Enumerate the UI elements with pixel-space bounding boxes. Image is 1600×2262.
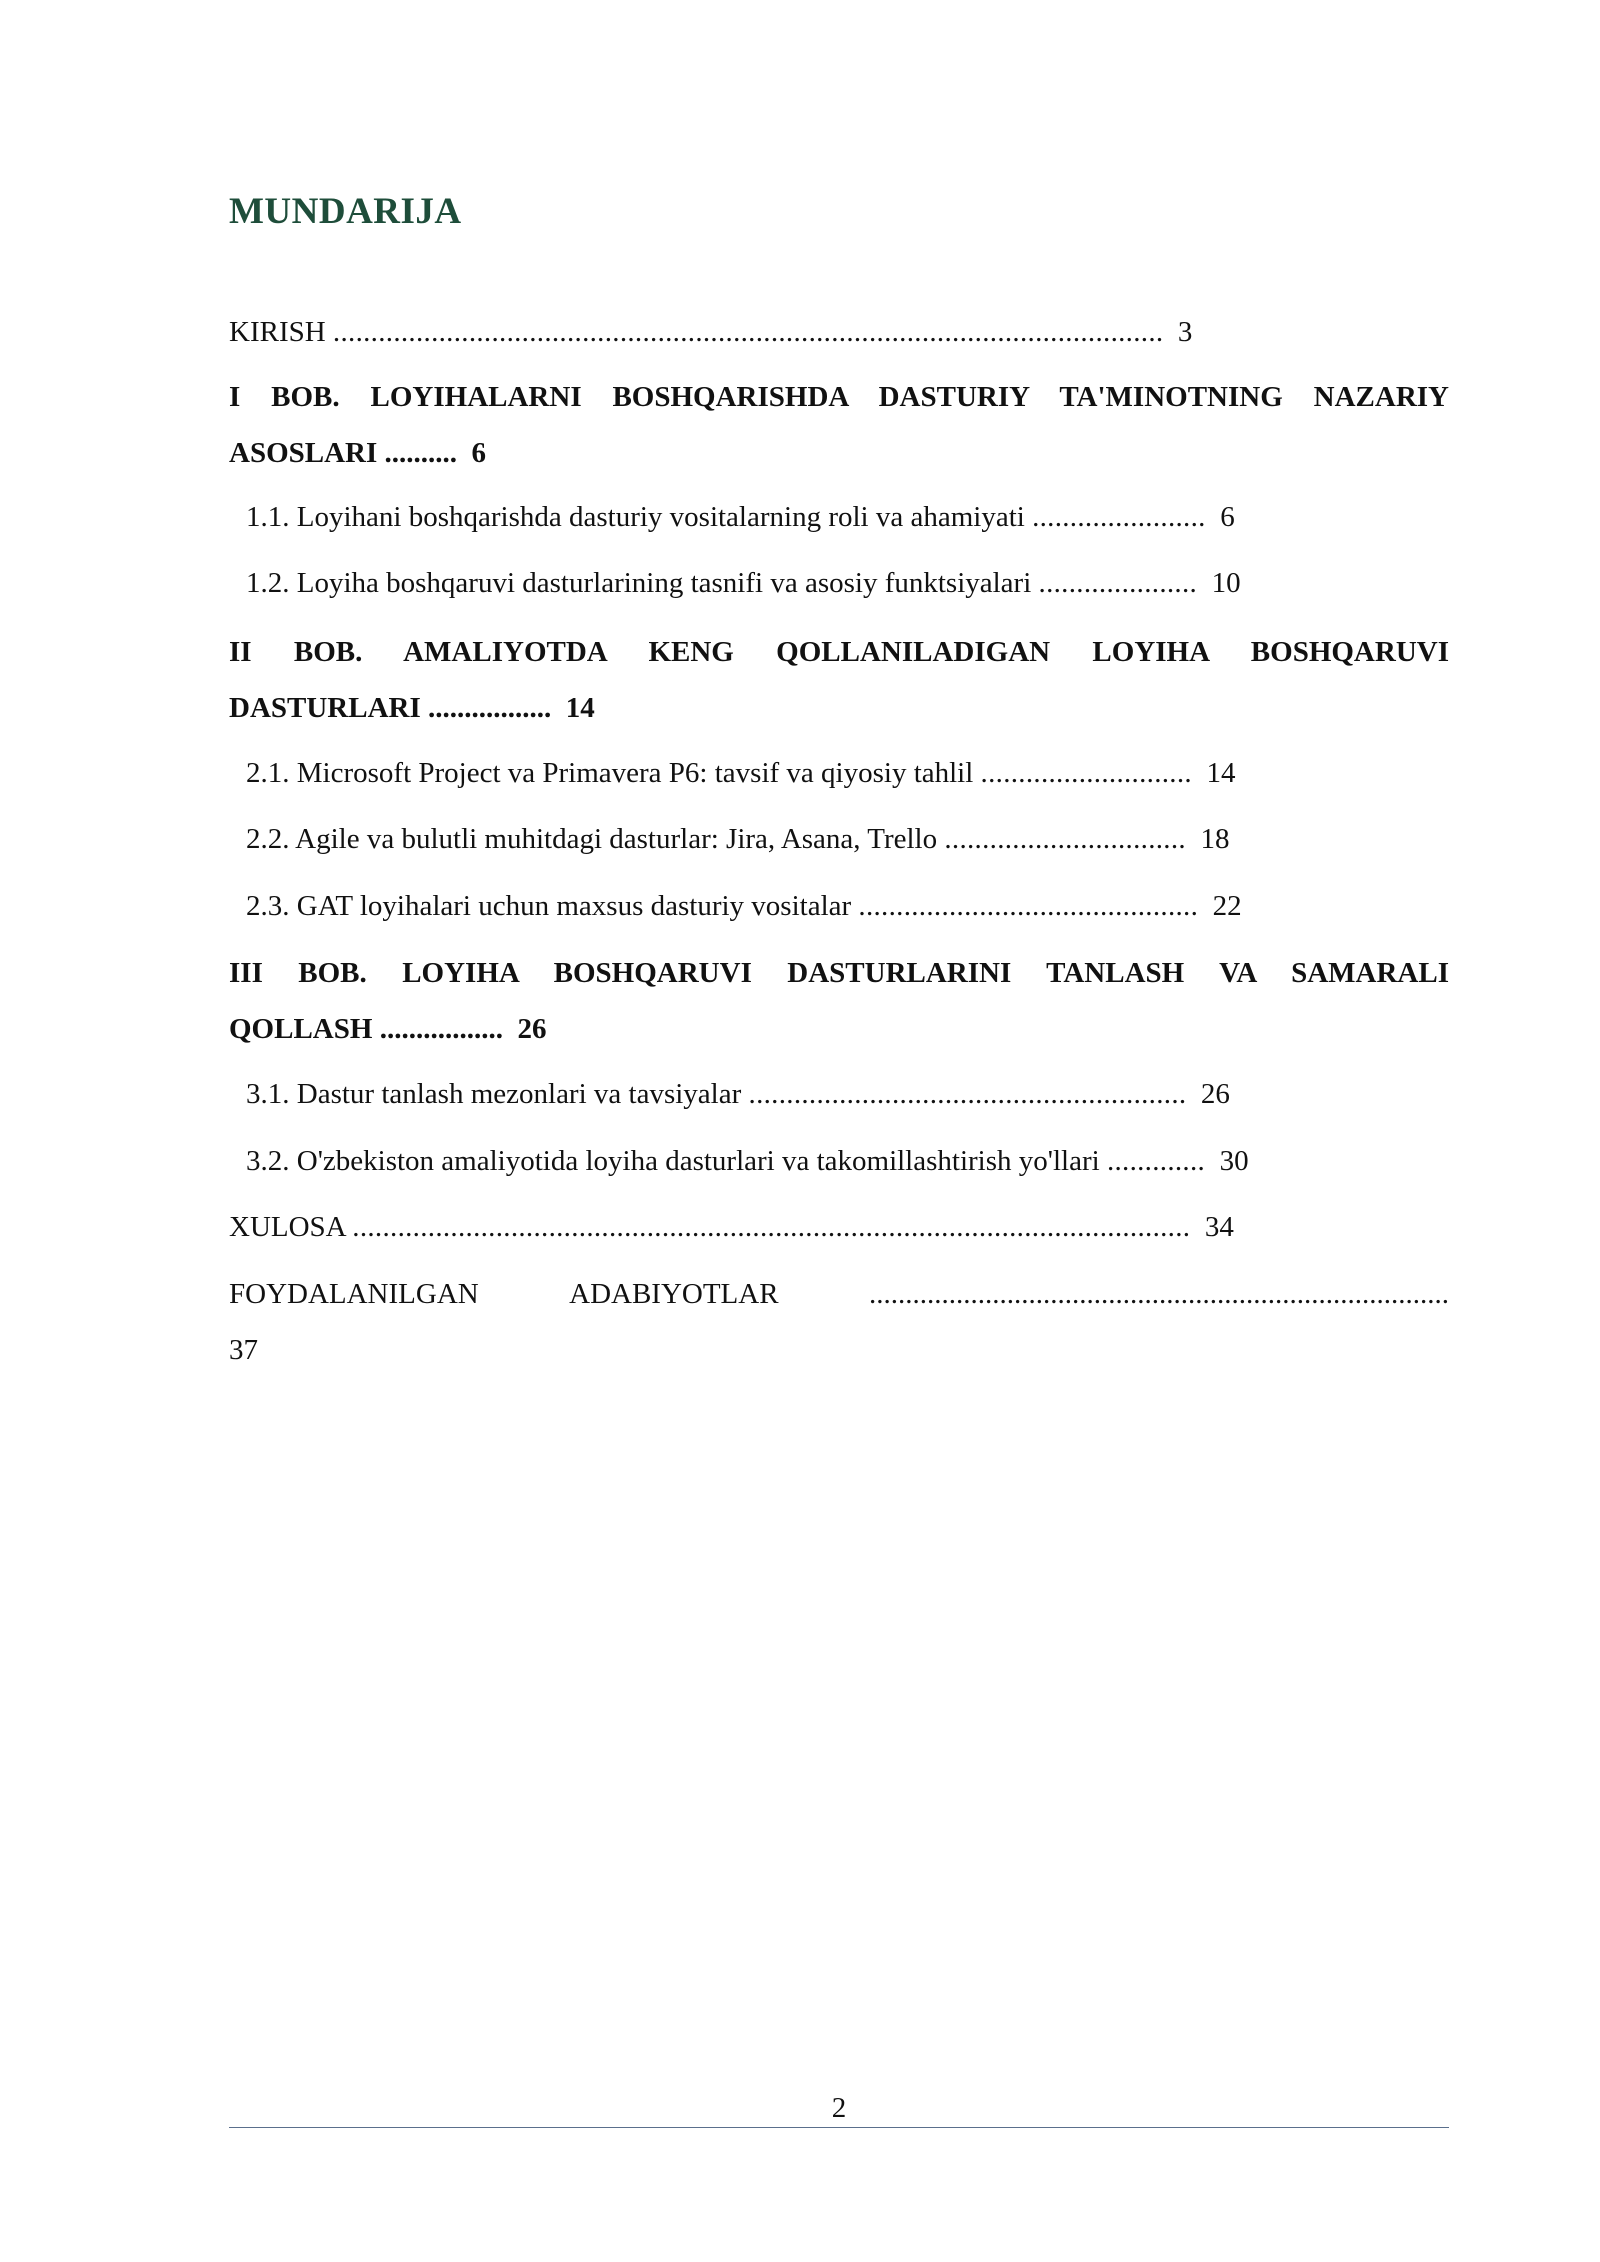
toc-leader-dots: ................................................................................: [868, 1278, 1449, 1310]
toc-entry-label: 1.2. Loyiha boshqaruvi dasturlarining tasnifi va asosiy funktsiyalari: [246, 567, 1032, 599]
toc-entry-label: KIRISH: [229, 316, 326, 348]
toc-chapter-title-cont: [229, 680, 1449, 736]
toc-leader-dots: ..........: [384, 437, 458, 469]
toc-entry-label: XULOSA: [229, 1211, 346, 1243]
toc-page-number: 34: [1204, 1211, 1234, 1243]
toc-leader-dots: ............................: [980, 757, 1192, 789]
footer-divider: [229, 2127, 1449, 2128]
toc-page-number: 26: [1200, 1078, 1230, 1110]
toc-entry-2-1[interactable]: [246, 756, 1449, 790]
toc-leader-dots: .............................................: [858, 890, 1199, 922]
toc-entry-label: 2.3. GAT loyihalari uchun maxsus dasturiy vositalar: [246, 890, 852, 922]
toc-chapter-title-end: DASTURLARI: [229, 692, 421, 724]
toc-chapter-1[interactable]: [229, 369, 1449, 481]
toc-entry-label-word1: FOYDALANILGAN: [229, 1278, 479, 1310]
toc-leader-dots: ...............................................................................................................: [352, 1211, 1191, 1243]
toc-entry-label: 2.2. Agile va bulutli muhitdagi dasturlar: Jira, Asana, Trello: [246, 823, 938, 855]
toc-entry-1-2[interactable]: [246, 566, 1449, 600]
toc-entry-1-1[interactable]: [246, 500, 1449, 534]
toc-page-number: 37: [229, 1334, 258, 1366]
toc-leader-dots: .....................: [1038, 567, 1198, 599]
toc-chapter-title: II BOB. AMALIYOTDA KENG QOLLANILADIGAN LOYIHA BOSHQARUVI: [229, 636, 1449, 668]
footer-page-number: 2: [831, 2092, 847, 2124]
toc-page-number: 10: [1211, 567, 1241, 599]
toc-entry-2-2[interactable]: [246, 822, 1449, 856]
toc-page-number: 6: [1220, 501, 1235, 533]
toc-page-number: 30: [1219, 1145, 1249, 1177]
toc-page-number: 3: [1177, 316, 1193, 348]
toc-entry-adabiyotlar[interactable]: [229, 1277, 1449, 1311]
toc-leader-dots: ................................: [944, 823, 1186, 855]
toc-chapter-title-end: QOLLASH: [229, 1013, 373, 1045]
toc-entry-adabiyotlar-page-line: [229, 1333, 1449, 1367]
toc-entry-xulosa[interactable]: [229, 1210, 1449, 1244]
toc-page-number: 14: [1206, 757, 1236, 789]
page-title: MUNDARIJA: [229, 191, 462, 232]
toc-chapter-title: III BOB. LOYIHA BOSHQARUVI DASTURLARINI TANLASH VA SAMARALI: [229, 957, 1449, 989]
toc-leader-dots: .................: [379, 1013, 503, 1045]
toc-chapter-2[interactable]: [229, 624, 1449, 736]
toc-page-number: 26: [517, 1013, 547, 1045]
toc-entry-label-word2: ADABIYOTLAR: [569, 1278, 779, 1310]
toc-entry-2-3[interactable]: [246, 889, 1449, 923]
toc-leader-dots: .................: [428, 692, 552, 724]
toc-entry-3-1[interactable]: [246, 1077, 1449, 1111]
toc-leader-dots: ..........................................................: [748, 1078, 1187, 1110]
toc-leader-dots: .............: [1106, 1145, 1206, 1177]
toc-page-number: 18: [1200, 823, 1230, 855]
toc-entry-label: 3.2. O'zbekiston amaliyotida loyiha dasturlari va takomillashtirish yo'llari: [246, 1145, 1100, 1177]
toc-chapter-3[interactable]: [229, 945, 1449, 1057]
toc-page-number: 6: [471, 437, 487, 469]
toc-page-number: 14: [565, 692, 595, 724]
toc-entry-label: 1.1. Loyihani boshqarishda dasturiy vositalarning roli va ahamiyati: [246, 501, 1025, 533]
toc-chapter-title-cont: [229, 425, 1449, 481]
toc-chapter-title-end: ASOSLARI: [229, 437, 378, 469]
toc-page-number: 22: [1212, 890, 1242, 922]
toc-chapter-title-cont: [229, 1001, 1449, 1057]
toc-entry-label: 2.1. Microsoft Project va Primavera P6: tavsif va qiyosiy tahlil: [246, 757, 974, 789]
toc-entry-3-2[interactable]: [246, 1144, 1449, 1178]
toc-entry-kirish[interactable]: [229, 315, 1449, 349]
toc-leader-dots: .......................: [1032, 501, 1206, 533]
toc-entry-label: 3.1. Dastur tanlash mezonlari va tavsiyalar: [246, 1078, 742, 1110]
toc-chapter-title: I BOB. LOYIHALARNI BOSHQARISHDA DASTURIY TA'MINOTNING NAZARIY: [229, 381, 1449, 413]
toc-leader-dots: ..............................................................................................................: [332, 316, 1164, 348]
